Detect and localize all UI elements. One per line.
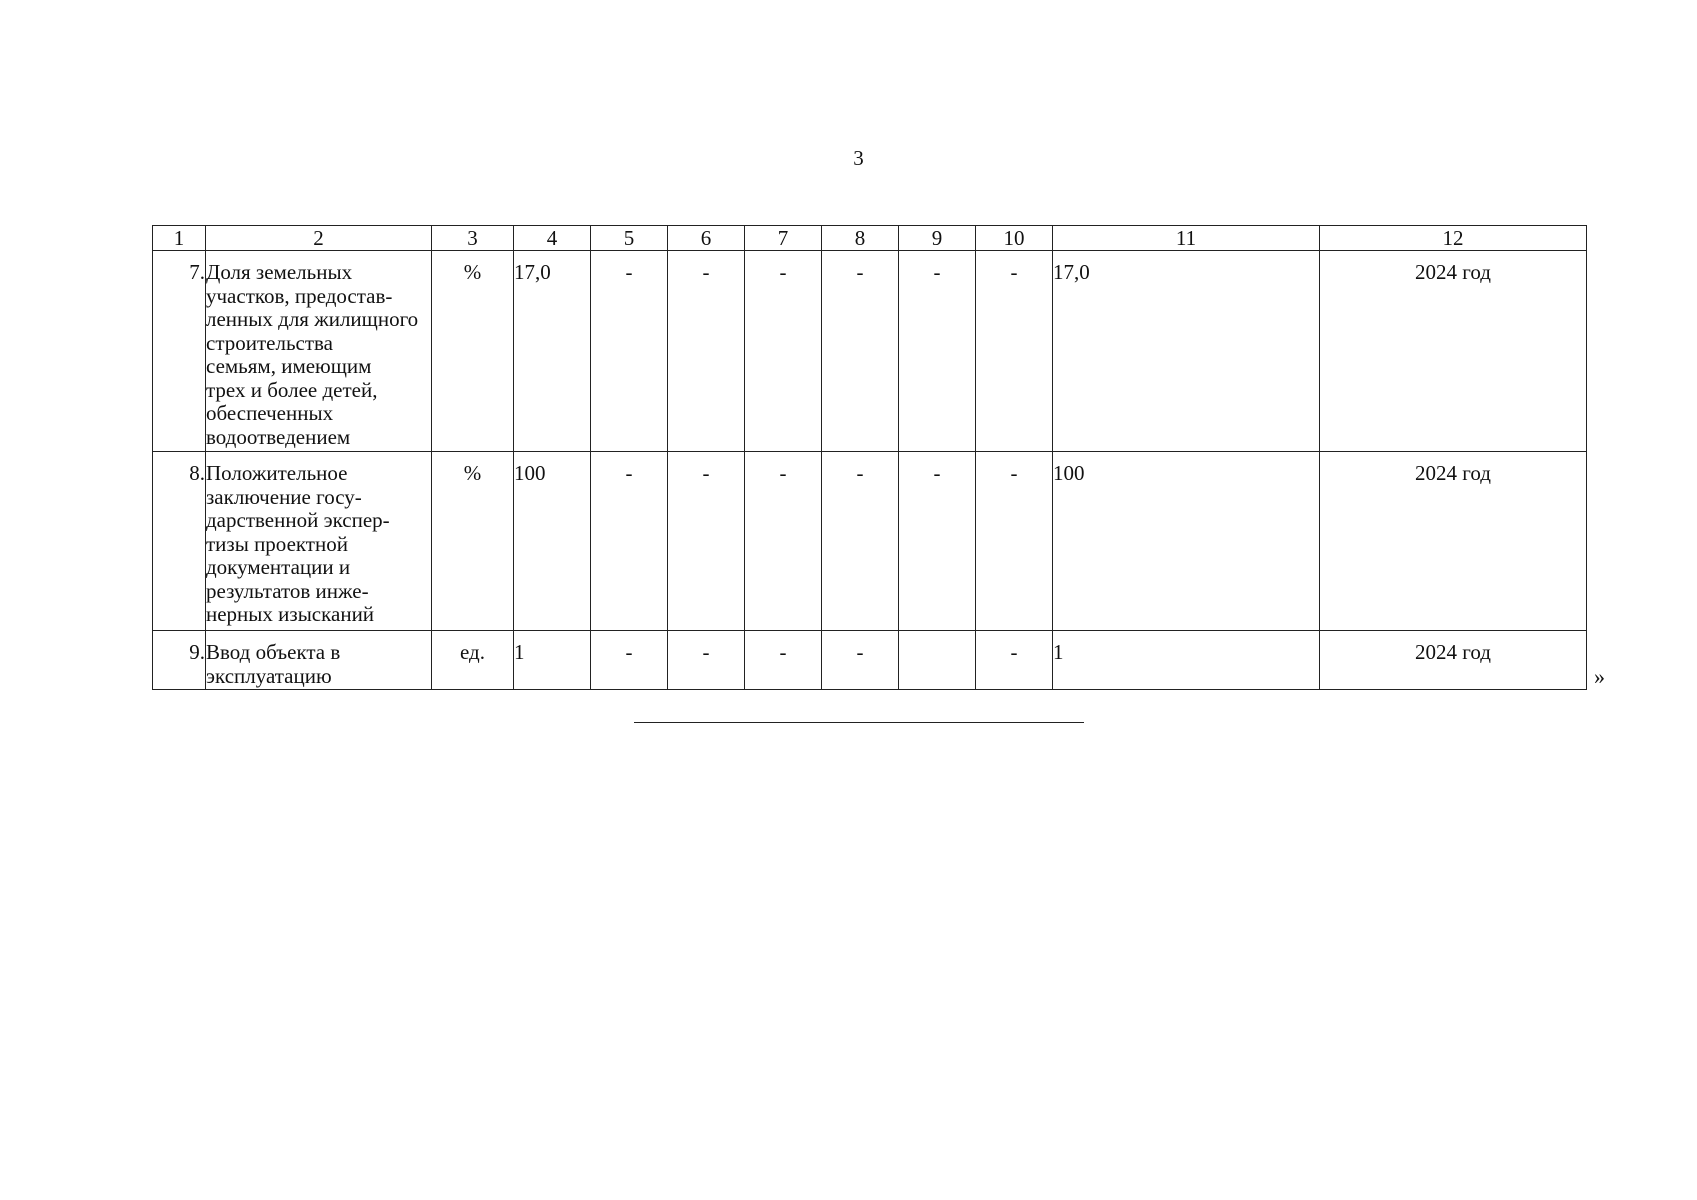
value-cell: - [899,251,976,452]
deadline-cell: 2024 год [1320,631,1587,690]
table-row [153,251,1587,452]
deadline-cell: 2024 год [1320,251,1587,452]
value-cell [899,631,976,690]
column-header: 2 [206,226,432,251]
indicator-name: Ввод объекта в эксплуатацию [206,631,432,690]
table-header-row [153,226,1587,251]
total-value-cell: 1 [1053,631,1320,690]
column-header: 10 [976,226,1053,251]
value-cell: - [591,452,668,631]
column-header: 1 [153,226,206,251]
total-value-cell: 100 [1053,452,1320,631]
value-cell: - [745,251,822,452]
total-value-cell: 17,0 [1053,251,1320,452]
value-cell: - [976,631,1053,690]
column-header: 8 [822,226,899,251]
column-header: 6 [668,226,745,251]
row-number: 9. [153,631,206,690]
base-value-cell: 17,0 [514,251,591,452]
value-cell: - [745,452,822,631]
closing-quote: » [1594,664,1605,689]
value-cell: - [745,631,822,690]
row-number: 7. [153,251,206,452]
indicator-name: Положительное заключение госу- дарственной экспер- тизы проектной документации и результатов инже- нерных изысканий [206,452,432,631]
value-cell: - [591,631,668,690]
row-number: 8. [153,452,206,631]
column-header: 4 [514,226,591,251]
base-value-cell: 1 [514,631,591,690]
value-cell: - [822,452,899,631]
value-cell: - [899,452,976,631]
value-cell: - [668,452,745,631]
column-header: 7 [745,226,822,251]
page-number: 3 [853,146,864,170]
column-header: 12 [1320,226,1587,251]
value-cell: - [591,251,668,452]
indicator-name: Доля земельных участков, предостав- ленных для жилищного строительства семьям, имеющим трех и более детей, обеспеченных водоотведением [206,251,432,452]
value-cell: - [822,251,899,452]
value-cell: - [822,631,899,690]
base-value-cell: 100 [514,452,591,631]
column-header: 9 [899,226,976,251]
table-row [153,631,1587,690]
separator-line [634,722,1084,723]
deadline-cell: 2024 год [1320,452,1587,631]
value-cell: - [976,452,1053,631]
unit-cell: ед. [432,631,514,690]
indicators-table [152,225,1587,690]
unit-cell: % [432,452,514,631]
value-cell: - [668,631,745,690]
column-header: 11 [1053,226,1320,251]
value-cell: - [668,251,745,452]
value-cell: - [976,251,1053,452]
column-header: 3 [432,226,514,251]
table-row [153,452,1587,631]
unit-cell: % [432,251,514,452]
column-header: 5 [591,226,668,251]
